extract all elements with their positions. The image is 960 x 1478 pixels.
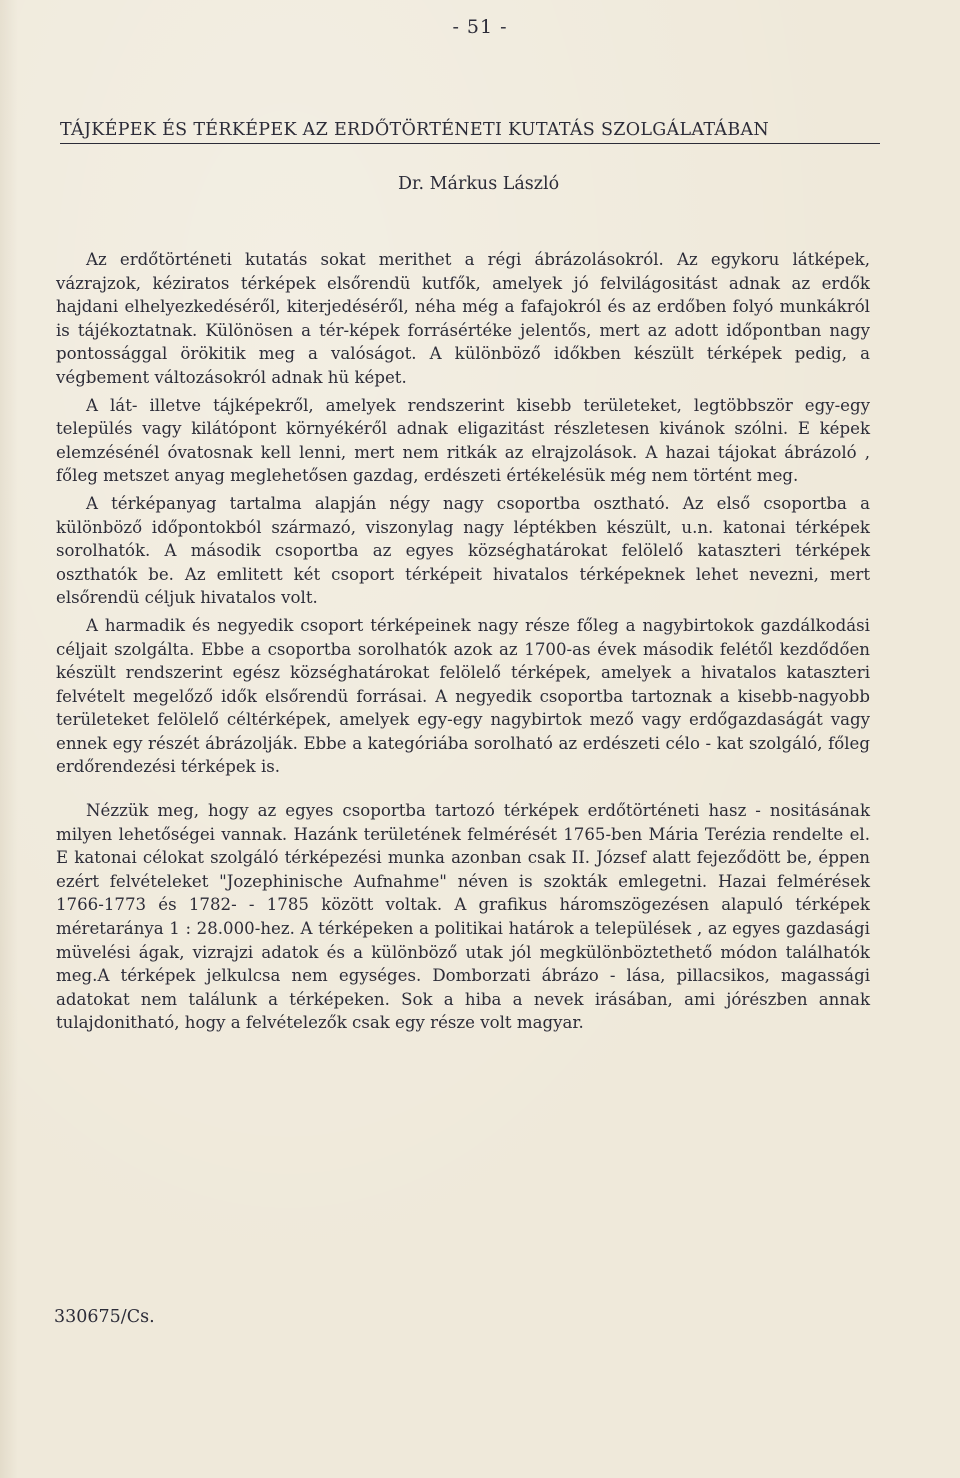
author-name: Dr. Márkus László — [398, 174, 560, 194]
article-body — [56, 248, 870, 1055]
paragraph-3: A térképanyag tartalma alapján négy nagy csoportba osztható. Az első csoportba a különböző időpontokból származó, viszonylag nagy léptékben készült, u.n. katonai térképek sorolhatók. A második csoportba az egyes községhatárokat felölelő kataszteri térképek oszthatók be. Az emlitett két csoport térképeit hivatalos térképeknek lehet nevezni, mert elsőrendü céljuk hivatalos volt. — [56, 493, 870, 608]
paragraph-4: A harmadik és negyedik csoport térképeinek nagy része főleg a nagybirtokok gazdálkodási céljait szolgálta. Ebbe a csoportba sorolhatók azok az 1700-as évek második felétől kezdődően készült rendszerint egész községhatárokat felölelő térképek, amelyek a hivatalos kataszteri felvételt megelőző idők elsőrendü forrásai. A negyedik csoportba tartoznak a kisebb-nagyobb területeket felölelő céltérképek, amelyek egy-egy nagybirtok mező vagy erdőgazdaságát vagy ennek egy részét ábrázolják. Ebbe a kategóriába sorolható az erdészeti célo - kat szolgáló, főleg erdőrendezési térképek is. — [56, 615, 870, 777]
page-number: - 51 - — [452, 16, 508, 38]
document-code: 330675/Cs. — [54, 1307, 155, 1327]
article-title: TÁJKÉPEK ÉS TÉRKÉPEK AZ ERDŐTÖRTÉNETI KUTATÁS SZOLGÁLATÁBAN — [60, 119, 880, 144]
paragraph-5: Nézzük meg, hogy az egyes csoportba tartozó térképek erdőtörténeti hasz - nositásának milyen lehetőségei vannak. Hazánk területének felmérését 1765-ben Mária Terézia rendelte el. E katonai célokat szolgáló térképezési munka azonban csak II. József alatt fejeződött be, éppen ezért felvételeket "Jozephinische Aufnahme" néven is szokták emlegetni. Hazai felmérések 1766-1773 és 1782- - 1785 között voltak. A grafikus háromszögezésen alapuló térképek méretaránya 1 : 28.000-hez. A térképeken a politikai határok a települések , az egyes gazdasági müvelési ágak, vizrajzi adatok és a különböző utak jól megkülönböztethető módon találhatók meg.A térképek jelkulcsa nem egységes. Domborzati ábrázo - lása, pillacsikos, magassági adatokat nem találunk a térképeken. Sok a hiba a nevek irásában, ami jórészben annak tulajdonitható, hogy a felvételezők csak egy része volt magyar. — [56, 801, 870, 1033]
paragraph-2: A lát- illetve tájképekről, amelyek rendszerint kisebb területeket, legtöbbször egy-egy település vagy kilátópont környékéről adnak eligazitást részletesen kivánok szólni. E képek elemzésénél óvatosnak kell lenni, mert nem ritkák az elrajzolások. A hazai tájokat ábrázoló , főleg metszet anyag meglehetősen gazdag, erdészeti értékelésük még nem történt meg. — [56, 395, 870, 486]
paragraph-1: Az erdőtörténeti kutatás sokat merithet a régi ábrázolásokról. Az egykoru látképek, vázrajzok, kéziratos térképek elsőrendü kutfők, amelyek jó felvilágositást adnak az erdők hajdani elhelyezkedéséről, kiterjedéséről, néha még a fafajokról és az erdőben folyó munkákról is tájékoztatnak. Különösen a tér-képek forrásértéke jelentős, mert az adott időpontban nagy pontossággal örökitik meg a valóságot. A különböző időkben készült térképek pedig, a végbement változásokról adnak hü képet. — [56, 250, 870, 387]
